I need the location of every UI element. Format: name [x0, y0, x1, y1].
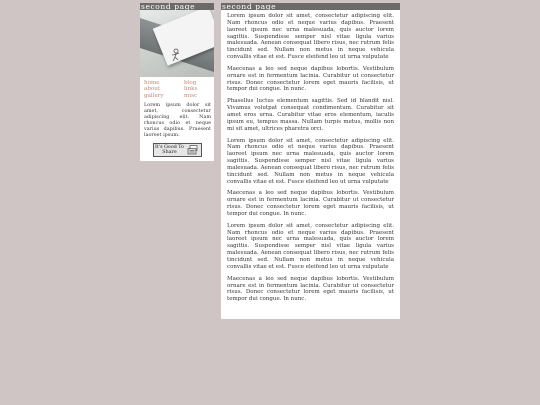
paragraph: Lorem ipsum dolor sit amet, consectetur adipiscing elit. Nam rhoncus odio et neque varius dapibus. Praesent laoreet ipsum nec urna malesuada, quis auctor lorem sagittis. Suspendisse semper nisl vitae ligula varius malesuada. Aenean consequat libero risus, nec rutrum felis tincidunt sed. Nullam non metus in neque vehicula convallis vitae et est. Fusce eleifend leo ut urna vulputate: [227, 222, 394, 270]
paragraph: Maecenas a leo sed neque dapibus lobortis. Vestibulum ornare est in fermentum lacinia. Curabitur ut consectetur risus. Donec consectetur lorem eget mauris facilisis, ut tempor dui congue. In nunc.: [227, 65, 394, 93]
nav-home[interactable]: home: [144, 80, 160, 86]
main-content: [221, 3, 400, 319]
header-photo: [140, 10, 214, 77]
nav-links: [140, 77, 214, 99]
share-label: [155, 145, 187, 155]
nav-gallery[interactable]: gallery: [144, 92, 164, 99]
nav-links[interactable]: links: [184, 86, 198, 93]
sidebar-text: Lorem ipsum dolor sit amet, consectetur adipiscing elit. Nam rhoncus odio et neque varius dapibus. Praesent laoreet ipsum.: [144, 101, 211, 138]
nav-about[interactable]: about: [144, 86, 161, 93]
share-label-line1: It's Good To: [154, 144, 185, 150]
paragraph: Lorem ipsum dolor sit amet, consectetur adipiscing elit. Nam rhoncus odio et neque varius dapibus. Praesent laoreet ipsum nec urna malesuada, quis auctor lorem sagittis. Suspendisse semper nisl vitae ligula varius malesuada. Aenean consequat libero risus, nec rutrum felis tincidunt sed. Nullam non metus in neque vehicula convallis vitae et est. Fusce eleifend leo ut urna vulputate: [227, 13, 394, 61]
paragraph: Maecenas a leo sed neque dapibus lobortis. Vestibulum ornare est in fermentum lacinia. Curabitur ut consectetur risus. Donec consectetur lorem eget mauris facilisis, ut tempor dui congue. In nunc.: [227, 190, 394, 217]
share-icon: [187, 145, 199, 155]
article: [221, 10, 400, 303]
paragraph: Phasellus luctus elementum sagittis. Sed id blandit nisl. Vivamus volutpat consequat condimentum. Curabitur sit amet eros urna. Curabitur vitae eros elementum, iaculis ipsum eu, tempus massa. Nullam turpis metus, mollis non mi sit amet, ultrices pharetra orci.: [227, 98, 394, 132]
paragraph: Lorem ipsum dolor sit amet, consectetur adipiscing elit. Nam rhoncus odio et neque varius dapibus. Praesent laoreet ipsum nec urna malesuada, quis auctor lorem sagittis. Suspendisse semper nisl vitae ligula varius malesuada. Aenean consequat libero risus, nec rutrum felis tincidunt sed. Nullam non metus in neque vehicula convallis vitae et est. Fusce eleifend leo ut urna vulputate: [227, 137, 394, 185]
nav-blog[interactable]: blog: [184, 80, 197, 86]
sidebar-title: second page: [140, 3, 214, 10]
photo-figure-icon: [170, 48, 182, 62]
share-label-line2: Share: [162, 149, 177, 155]
sidebar: [140, 3, 214, 161]
paragraph: Maecenas a leo sed neque dapibus lobortis. Vestibulum ornare est in fermentum lacinia. Curabitur ut consectetur risus. Donec consectetur lorem eget mauris facilisis, ut tempor dui congue. In nunc.: [227, 275, 394, 303]
share-button[interactable]: [153, 143, 202, 157]
nav-misc[interactable]: misc: [184, 92, 198, 99]
main-title: second page: [221, 3, 400, 10]
